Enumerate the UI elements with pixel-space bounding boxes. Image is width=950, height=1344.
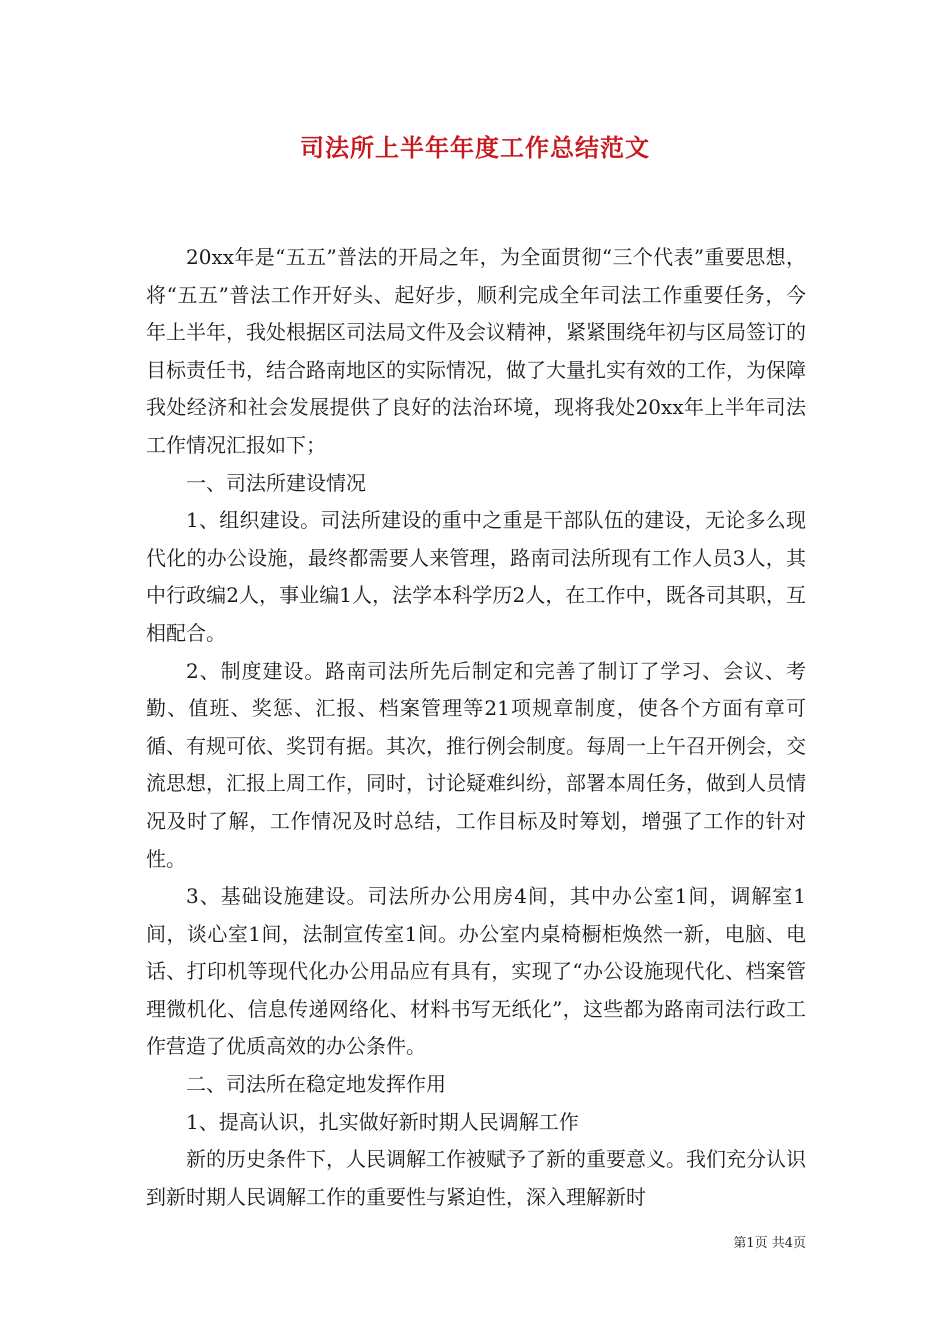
subheading-mediation: 1、提高认识，扎实做好新时期人民调解工作 xyxy=(186,1109,579,1134)
paragraph-infrastructure: 3、基础设施建设。司法所办公用房4间，其中办公室1间，调解室1间，谈心室1间，法制宣传室1间。办公室内桌椅橱柜焕然一新，电脑、电话、打印机等现代化办公用品应有具有，实现了“办公设施现代化、档案管理微机化、信息传递网络化、材料书写无纸化”，这些都为路南司法行政工作营造了优质高效的办公条件。 xyxy=(146,884,806,1059)
document-body xyxy=(146,239,806,1216)
paragraph-mediation: 新的历史条件下，人民调解工作被赋予了新的重要意义。我们充分认识到新时期人民调解工作的重要性与紧迫性，深入理解新时 xyxy=(146,1147,806,1209)
heading-section-2: 二、司法所在稳定地发挥作用 xyxy=(186,1072,446,1097)
paragraph-system: 2、制度建设。路南司法所先后制定和完善了制订了学习、会议、考勤、值班、奖惩、汇报、档案管理等21项规章制度，使各个方面有章可循、有规可依、奖罚有据。其次，推行例会制度。每周一上午召开例会，交流思想，汇报上周工作，同时，讨论疑难纠纷，部署本周任务，做到人员情况及时了解，工作情况及时总结，工作目标及时筹划，增强了工作的针对性。 xyxy=(146,658,806,871)
page-number: 第1页 共4页 xyxy=(733,1236,806,1251)
paragraph-organization: 1、组织建设。司法所建设的重中之重是干部队伍的建设，无论多么现代化的办公设施，最终都需要人来管理，路南司法所现有工作人员3人，其中行政编2人，事业编1人，法学本科学历2人，在工作中，既各司其职，互相配合。 xyxy=(146,508,806,645)
document-title: 司法所上半年年度工作总结范文 xyxy=(300,133,650,162)
paragraph-intro: 20xx年是“五五”普法的开局之年，为全面贯彻“三个代表”重要思想，将“五五”普法工作开好头、起好步，顺利完成全年司法工作重要任务，今年上半年，我处根据区司法局文件及会议精神，紧紧围绕年初与区局签订的目标责任书，结合路南地区的实际情况，做了大量扎实有效的工作，为保障我处经济和社会发展提供了良好的法治环境，现将我处20xx年上半年司法工作情况汇报如下； xyxy=(146,245,806,457)
heading-section-1: 一、司法所建设情况 xyxy=(186,470,366,495)
